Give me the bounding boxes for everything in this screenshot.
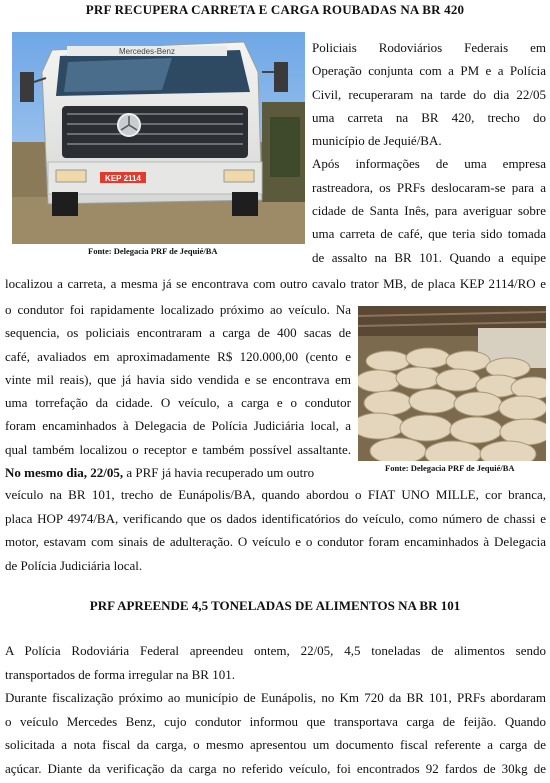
body-line: localizou a carreta, a mesma já se encontrava com outro cavalo trator MB, de placa KEP 2114/RO e — [5, 276, 546, 291]
intro-line: uma carreta de café, que teria sido tomada — [312, 226, 546, 242]
coffee-sacks-photo — [358, 306, 546, 461]
body-line: sequencia, os policiais encontraram a carga de 400 sacas de — [5, 325, 351, 341]
body-line: motor, estavam com sinais de adulteração. O veículo e o condutor foram encaminhados à Delegacia — [5, 534, 546, 549]
coffee-sacks-svg — [358, 306, 546, 461]
intro-line: Policiais Rodoviários Federais em — [312, 40, 546, 55]
article1-body-b — [5, 483, 546, 577]
article1-body-left — [5, 298, 351, 484]
body-line: A Polícia Rodoviária Federal apreendeu ontem, 22/05, 4,5 toneladas de alimentos sendo — [5, 643, 546, 658]
lead-rest: a PRF já havia recuperado um outro — [123, 465, 315, 481]
truck-photo — [12, 32, 305, 244]
coffee-photo-caption: Fonte: Delegacia PRF de Jequié/BA — [385, 463, 515, 473]
body-line: o veículo Mercedes Benz, cujo condutor informou que transportava carga de feijão. Quando — [5, 713, 546, 729]
body-line: de Polícia Judiciária local. — [5, 557, 143, 573]
article2-body — [5, 639, 546, 780]
intro-line: Civil, recuperaram na tarde do dia 22/05 — [312, 86, 546, 102]
body-line: placa HOP 4974/BA, verificando que os dados identificatórios do veículo, como número de chassi e — [5, 510, 546, 526]
article2-title: PRF APREENDE 4,5 TONELADAS DE ALIMENTOS NA BR 101 — [89, 598, 461, 613]
intro-line: de assalto na BR 101. Quando a equipe — [312, 249, 546, 265]
truck-brand-text: Mercedes-Benz — [118, 47, 176, 56]
truck-photo-svg — [12, 32, 305, 244]
article1-intro — [312, 36, 546, 269]
body-line: vinte mil reais), que já havia sido vendida e se encontrava em — [5, 371, 351, 387]
lead-line — [5, 461, 351, 484]
article1-title: PRF RECUPERA CARRETA E CARGA ROUBADAS NA BR 420 — [85, 2, 465, 17]
article1-body-a — [5, 272, 546, 296]
truck-photo-caption: Fonte: Delegacia PRF de Jequié/BA — [88, 246, 218, 256]
body-line: transportados de forma irregular na BR 101. — [5, 666, 235, 682]
body-line: qual também localizou o receptor e também possível assaltante. — [5, 441, 351, 457]
body-line: veículo na BR 101, trecho de Eunápolis/BA, quando abordou o FIAT UNO MILLE, cor branca, — [5, 487, 546, 502]
body-line: Durante fiscalização próximo ao município de Eunápolis, no Km 720 da BR 101, PRFs abordaram — [5, 690, 546, 705]
body-line: o condutor foi rapidamente localizado próximo ao veículo. Na — [5, 302, 351, 317]
intro-line: Operação conjunta com a PM e a Polícia — [312, 63, 546, 79]
intro-line: rastreadora, os PRFs deslocaram-se para a — [312, 179, 546, 195]
license-plate-text: KEP 2114 — [105, 174, 141, 183]
body-line: foram encaminhados à Delegacia de Polícia Judiciária local, a — [5, 418, 351, 434]
intro-line: município de Jequié/BA. — [312, 133, 442, 149]
body-line: açúcar. Diante da verificação da carga no referido veículo, foi encontrados 92 fardos de 30kg de — [5, 760, 546, 776]
bold-lead: No mesmo dia, 22/05, — [5, 465, 124, 481]
intro-line: Após informações de uma empresa — [312, 156, 546, 172]
body-line: uma torrefação da cidade. O veículo, a carga e o condutor — [5, 395, 351, 411]
intro-line: cidade de Santa Inês, para averiguar sobre — [312, 203, 546, 219]
intro-line: uma carreta na BR 420, trecho do — [312, 109, 546, 125]
body-line: café, avaliados em aproximadamente R$ 120.000,00 (cento e — [5, 348, 351, 364]
body-line: solicitada a nota fiscal da carga, o mesmo apresentou um documento fiscal referente a carga de — [5, 737, 546, 752]
